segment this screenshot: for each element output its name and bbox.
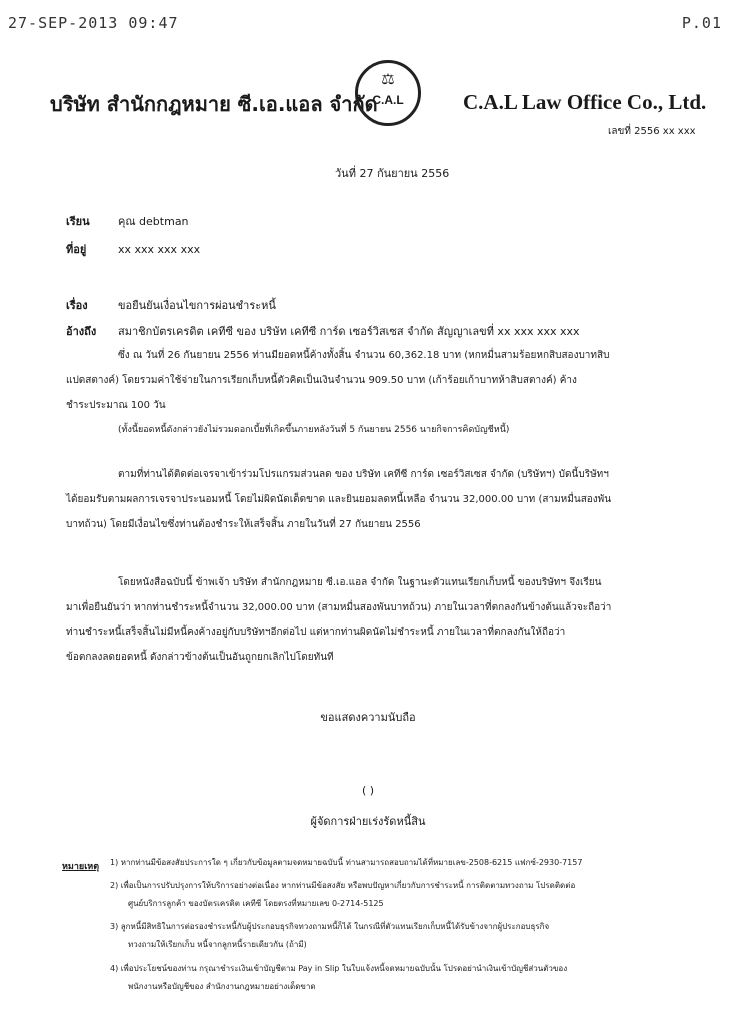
signature-title: ผู้จัดการฝ่ายเร่งรัดหนี้สิน — [310, 815, 426, 828]
body-line: บาทถ้วน) โดยมีเงื่อนไขซึ่งท่านต้องชำระให้เสร็จสิ้น ภายในวันที่ 27 กันยายน 2556 — [66, 519, 421, 530]
body-line: มาเพื่อยืนยันว่า หากท่านชำระหนี้จำนวน 32,000.00 บาท (สามหมื่นสองพันบาทถ้วน) ภายในเวลาที่ตกลงกันข้างต้นแล้วจะถือว่า — [66, 602, 612, 613]
recipient-row — [66, 212, 189, 230]
subject-row — [66, 296, 276, 314]
closing-salutation: ขอแสดงความนับถือ — [320, 711, 416, 724]
body-line: ได้ยอมรับตามผลการเจรจาประนอมหนี้ โดยไม่ผิดนัดเด็ดขาด และยินยอมลดหนี้เหลือ จำนวน 32,000.00 บาท (สามหมื่นสองพัน — [66, 494, 612, 505]
recipient-name: คุณ debtman — [118, 215, 189, 228]
body-line: โดยหนังสือฉบับนี้ ข้าพเจ้า บริษัท สำนักกฎหมาย ซี.เอ.แอล จำกัด ในฐานะตัวแทนเรียกเก็บหนี้ ของบริษัทฯ จึงเรียน — [118, 577, 602, 588]
company-name-thai: บริษัท สำนักกฎหมาย ซี.เอ.แอล จำกัด — [50, 92, 378, 116]
note-item: ทวงถามให้เรียกเก็บ หนี้จากลูกหนี้รายเดียวกัน (ถ้ามี) — [128, 940, 307, 949]
recipient-label: เรียน — [66, 215, 90, 228]
fax-page-number: P.01 — [681, 14, 722, 32]
reference-line: สมาชิกบัตรเครดิต เคทีซี ของ บริษัท เคทีซี การ์ด เซอร์วิสเซส จำกัด สัญญาเลขที่ xx xxx xxx xxx — [118, 325, 580, 338]
reference-line: แปดสตางค์) โดยรวมค่าใช้จ่ายในการเรียกเก็บหนี้ตัวคิดเป็นเงินจำนวน 909.50 บาท (เก้าร้อยเก้าบาทห้าสิบสตางค์) ค้าง — [66, 375, 577, 386]
logo-label: C.A.L — [372, 93, 404, 107]
reference-line: ชำระประมาณ 100 วัน — [66, 400, 166, 411]
reference-note: (ทั้งนี้ยอดหนี้ดังกล่าวยังไม่รวมดอกเบี้ยที่เกิดขึ้นภายหลังวันที่ 5 กันยายน 2556 นายกิจการคิดบัญชีหนี้) — [118, 425, 510, 435]
subject-value: ขอยืนยันเงื่อนไขการผ่อนชำระหนี้ — [118, 299, 276, 312]
reference-label: อ้างถึง — [66, 325, 97, 338]
body-line: ข้อตกลงลดยอดหนี้ ดังกล่าวข้างต้นเป็นอันถูกยกเลิกไปโดยทันที — [66, 652, 334, 663]
reference-details-cont — [66, 368, 726, 418]
reference-row — [66, 322, 580, 340]
company-name-english: C.A.L Law Office Co., Ltd. — [463, 90, 707, 114]
registration-number: เลขที่ 2556 xx xxx — [608, 126, 696, 137]
address-row — [66, 240, 200, 258]
body-paragraph-2 — [66, 570, 726, 670]
subject-label: เรื่อง — [66, 299, 88, 312]
note-item: 4) เพื่อประโยชน์ของท่าน กรุณาชำระเงินเข้าบัญชีตาม Pay in Slip ในใบแจ้งหนี้จดหมายฉบับนั้น โปรดอย่านำเงินเข้าบัญชีส่วนตัวของ — [110, 964, 568, 973]
body-paragraph-1 — [66, 462, 726, 537]
letter-date: วันที่ 27 กันยายน 2556 — [335, 167, 450, 180]
notes-label: หมายเหตุ — [62, 862, 100, 872]
note-item: 1) หากท่านมีข้อสงสัยประการใด ๆ เกี่ยวกับข้อมูลตามจดหมายฉบับนี้ ท่านสามารถสอบถามได้ที่หมายเลข-2508-6215 แฟกซ์-2930-7157 — [110, 858, 583, 867]
body-line: ท่านชำระหนี้เสร็จสิ้นไม่มีหนี้คงค้างอยู่กับบริษัทฯอีกต่อไป แต่หากท่านผิดนัดไม่ชำระหนี้ ภายในเวลาที่ตกลงกันให้ถือว่า — [66, 627, 566, 638]
signature-parentheses: ( ) — [361, 784, 375, 797]
note-item: 2) เพื่อเป็นการปรับปรุงการให้บริการอย่างต่อเนื่อง หากท่านมีข้อสงสัย หรือพบปัญหาเกี่ยวกับการชำระหนี้ การติดตามทวงถาม โปรดติดต่อ — [110, 881, 576, 890]
reference-details — [118, 343, 728, 368]
address-label: ที่อยู่ — [66, 243, 87, 256]
reference-line: ซึ่ง ณ วันที่ 26 กันยายน 2556 ท่านมียอดหนี้ค้างทั้งสิ้น จำนวน 60,362.18 บาท (หกหมื่นสามร้อยหกสิบสองบาทสิบ — [118, 350, 610, 361]
note-item: ศูนย์บริการลูกค้า ของบัตรเครดิต เคทีซี โดยตรงที่หมายเลข 0-2714-5125 — [128, 899, 384, 908]
company-logo — [355, 60, 421, 126]
fax-timestamp: 27-SEP-2013 09:47 — [8, 14, 179, 32]
address-value: xx xxx xxx xxx — [118, 243, 201, 256]
note-item: พนักงานหรือบัญชีของ สำนักงานกฎหมายอย่างเด็ดขาด — [128, 982, 316, 991]
scales-of-justice-icon: ⚖ — [381, 70, 395, 88]
note-item: 3) ลูกหนี้มีสิทธิในการต่อรองชำระหนี้กับผู้ประกอบธุรกิจทวงถามหนี้ก็ได้ ในกรณีที่ตัวแทนเรียกเก็บหนี้ได้รับข้างจากผู้ประกอบธุรกิจ — [110, 922, 550, 931]
body-line: ตามที่ท่านได้ติดต่อเจรจาเข้าร่วมโปรแกรมส่วนลด ของ บริษัท เคทีซี การ์ด เซอร์วิสเซส จำกัด (บริษัทฯ) บัดนี้บริษัทฯ — [118, 469, 609, 480]
